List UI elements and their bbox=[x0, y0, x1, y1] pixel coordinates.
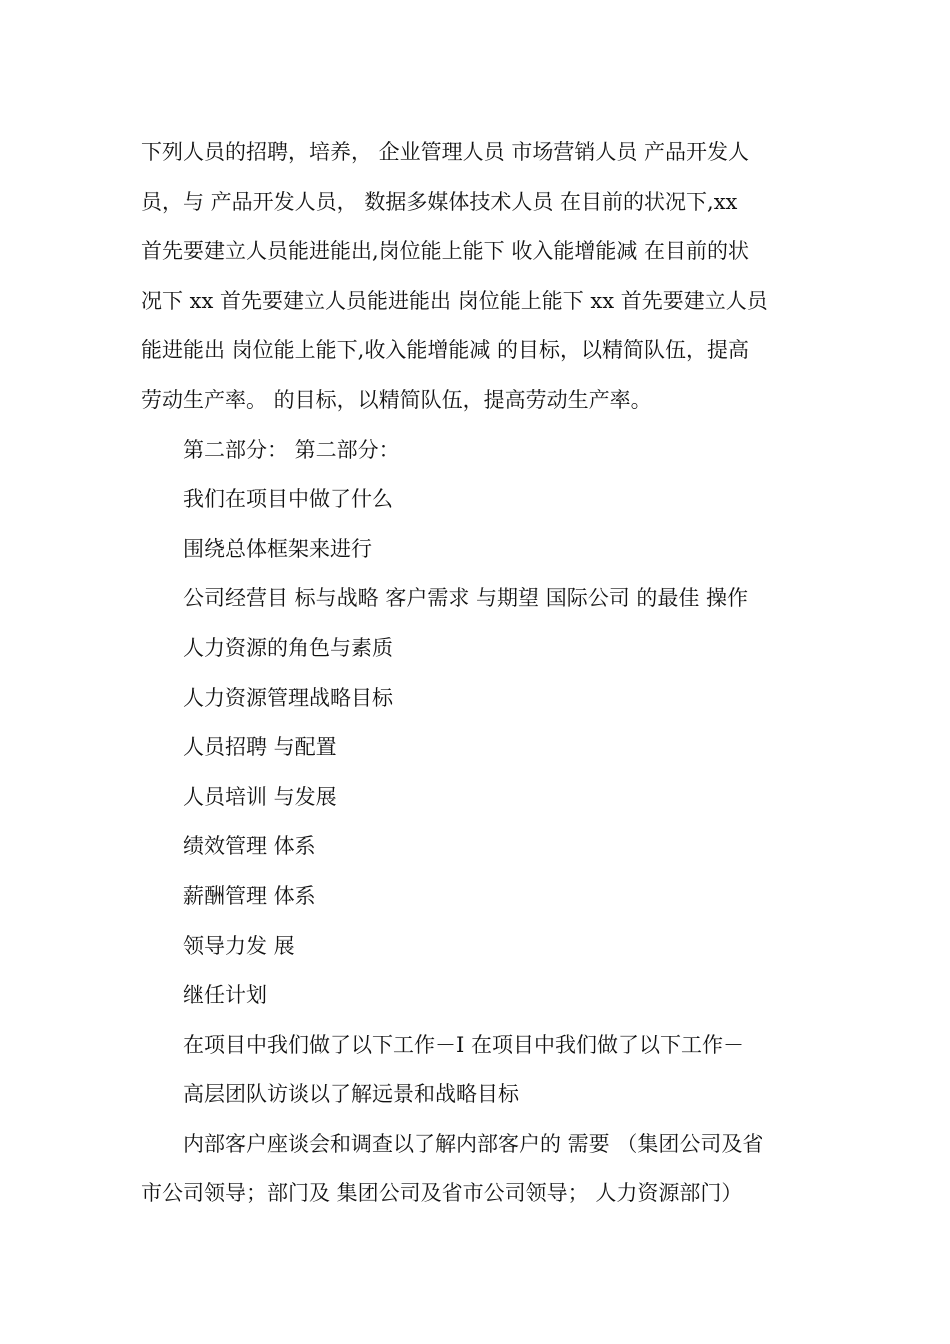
text-line: 能进能出 岗位能上能下,收入能增能减 的目标，以精简队伍，提高 bbox=[141, 338, 750, 363]
list-item: 领导力发 展 bbox=[183, 933, 295, 958]
text-line: 况下 xx 首先要建立人员能进能出 岗位能上能下 xx 首先要建立人员 bbox=[141, 288, 768, 313]
text-line: 劳动生产率。 的目标，以精简队伍，提高劳动生产率。 bbox=[141, 387, 652, 412]
section-heading: 第二部分： 第二部分： bbox=[183, 437, 400, 462]
text-line: 首先要建立人员能进能出,岗位能上能下 收入能增能减 在目前的状 bbox=[141, 239, 750, 264]
list-item: 高层团队访谈以了解远景和战略目标 bbox=[183, 1082, 519, 1107]
list-item: 薪酬管理 体系 bbox=[183, 883, 316, 908]
list-item: 人力资源管理战略目标 bbox=[183, 685, 393, 710]
closing-paragraph bbox=[141, 1120, 811, 1219]
list-item: 在项目中我们做了以下工作－Ⅰ 在项目中我们做了以下工作－ bbox=[183, 1032, 744, 1057]
list-item: 围绕总体框架来进行 bbox=[183, 536, 372, 561]
document-body bbox=[141, 128, 811, 1219]
list-item: 人力资源的角色与素质 bbox=[183, 635, 393, 660]
list-item: 人员培训 与发展 bbox=[183, 784, 337, 809]
list-item: 继任计划 bbox=[183, 983, 267, 1008]
text-line: 员，与 产品开发人员， 数据多媒体技术人员 在目前的状况下,xx bbox=[141, 189, 738, 214]
text-line: 市公司领导；部门及 集团公司及省市公司领导； 人力资源部门） bbox=[141, 1181, 743, 1206]
list-item: 人员招聘 与配置 bbox=[183, 735, 337, 760]
text-line: 内部客户座谈会和调查以了解内部客户的 需要 （集团公司及省 bbox=[183, 1131, 764, 1156]
list-item: 我们在项目中做了什么 bbox=[183, 487, 393, 512]
text-line: 下列人员的招聘，培养， 企业管理人员 市场营销人员 产品开发人 bbox=[141, 140, 750, 164]
list-item: 绩效管理 体系 bbox=[183, 834, 316, 859]
intro-paragraph bbox=[141, 128, 811, 426]
list-item: 公司经营目 标与战略 客户需求 与期望 国际公司 的最佳 操作 bbox=[183, 586, 749, 611]
